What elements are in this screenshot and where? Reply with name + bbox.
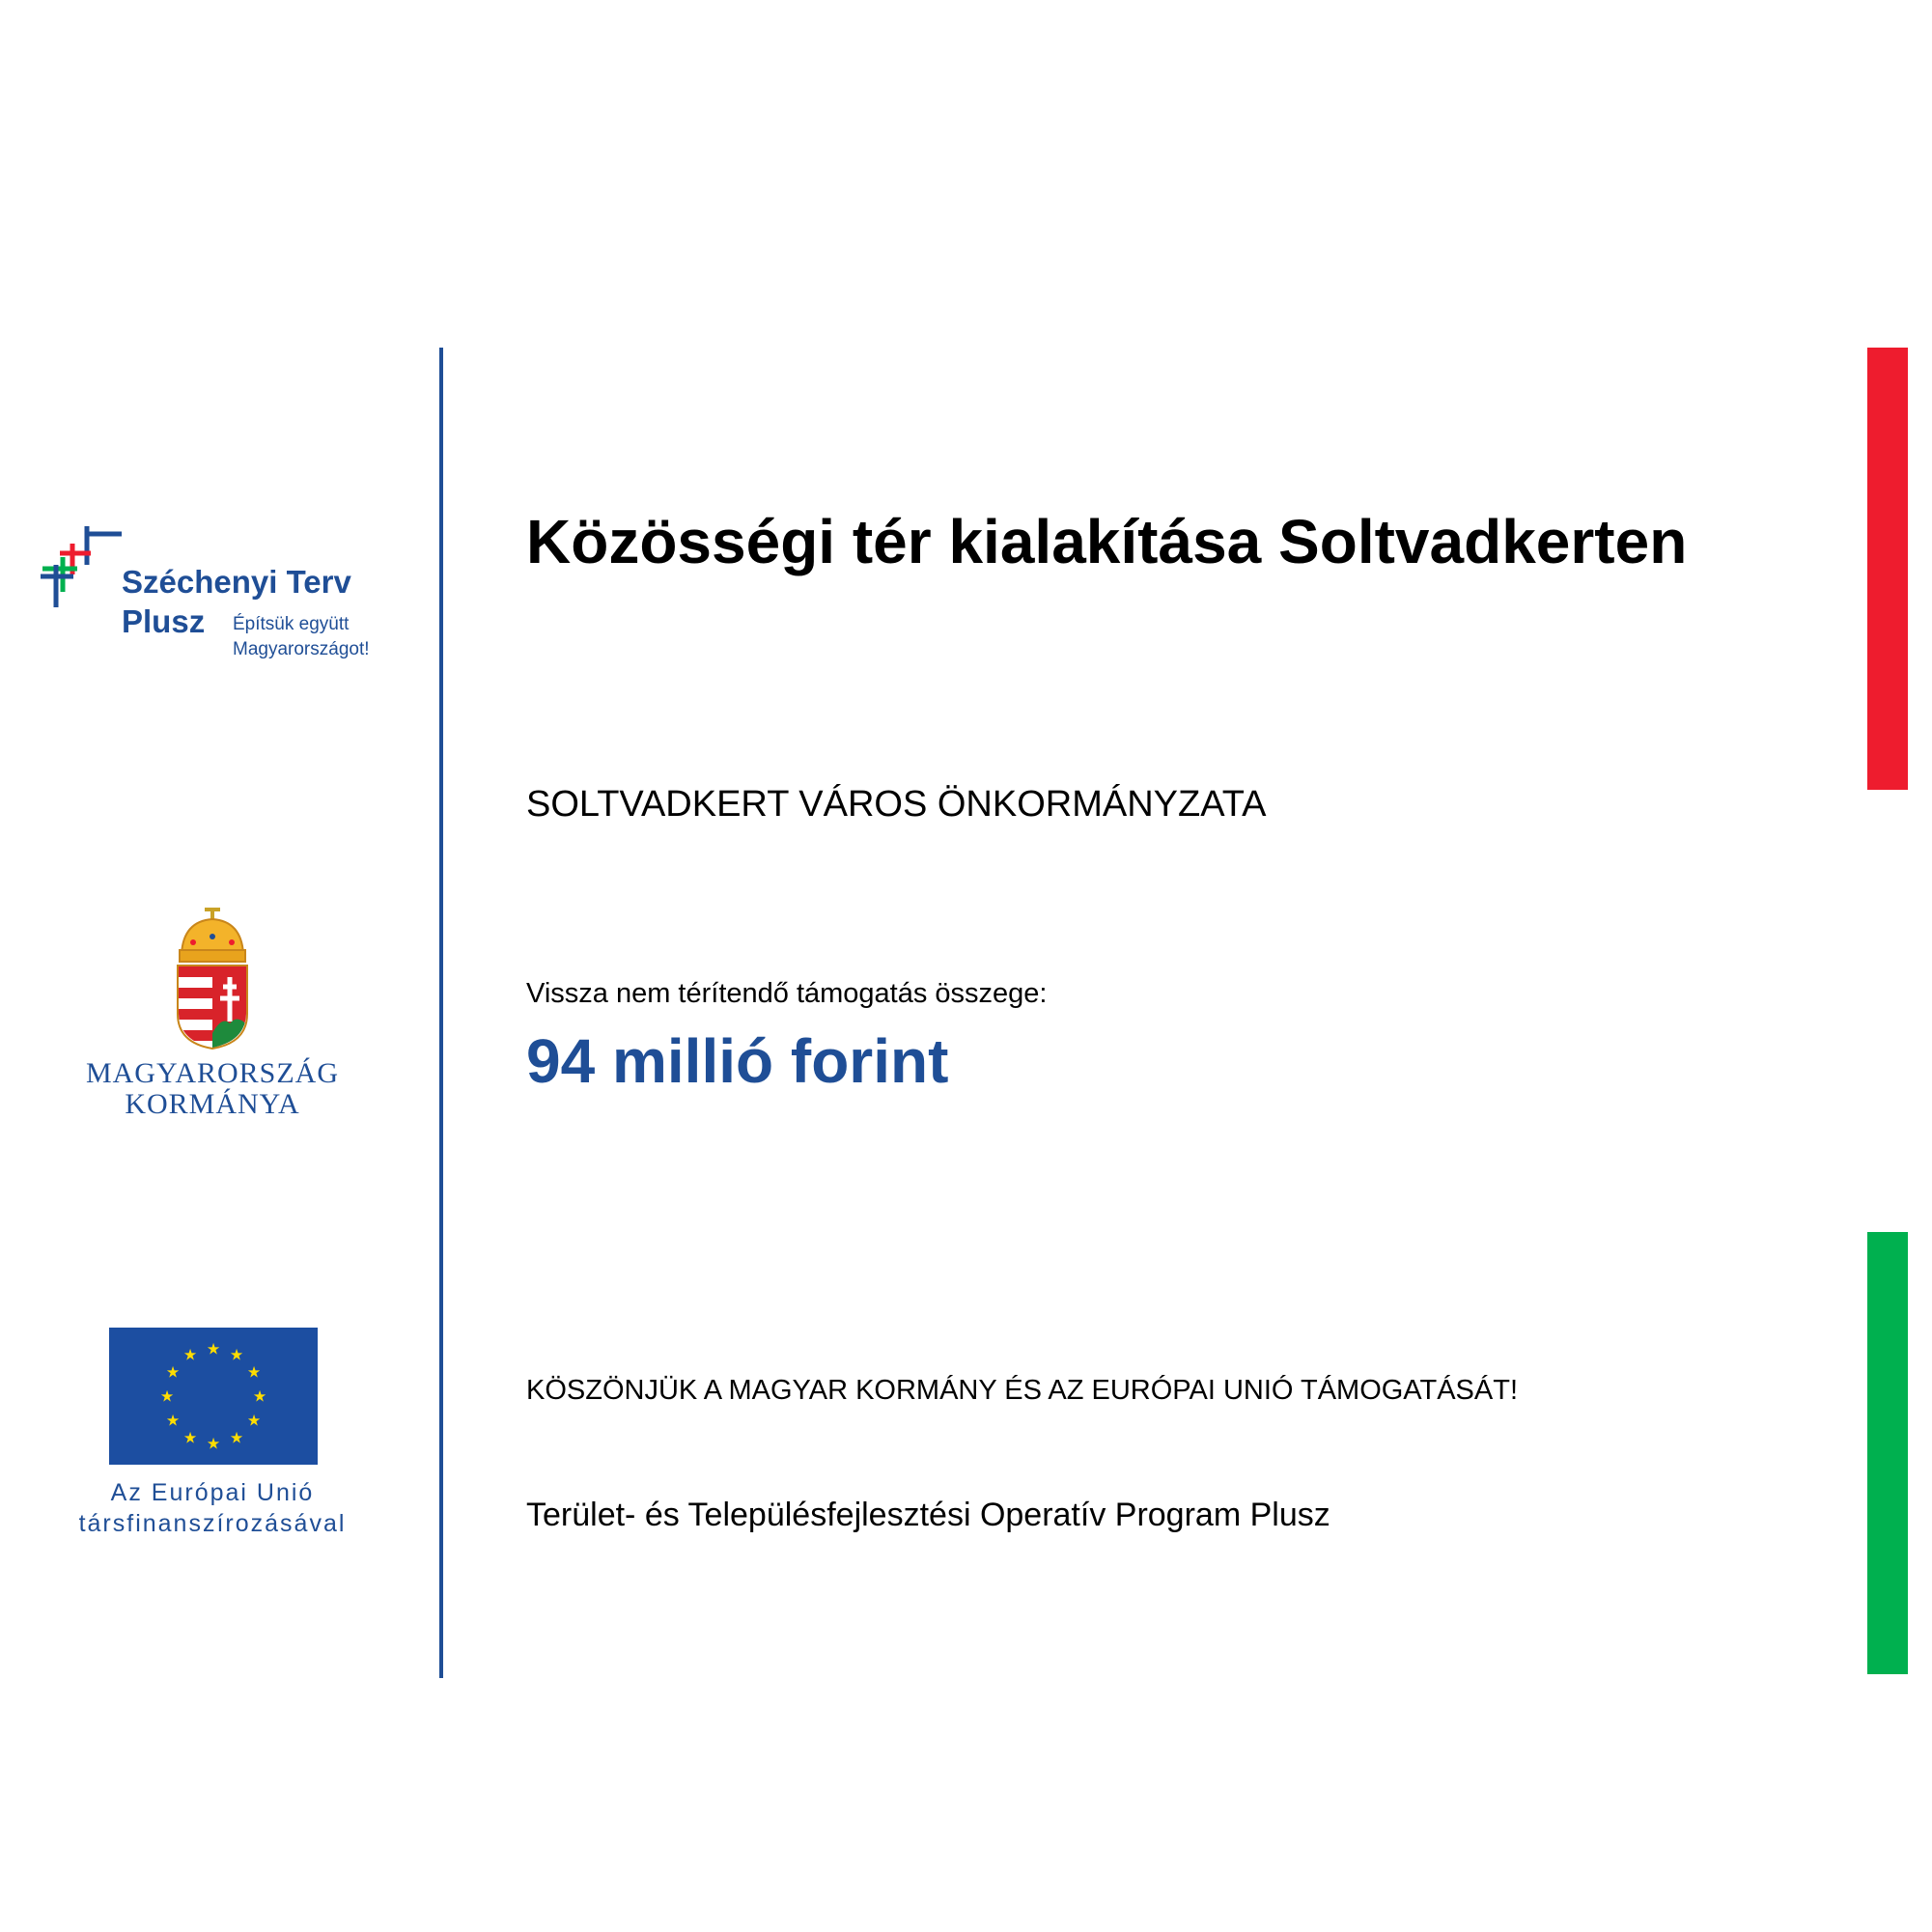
grant-amount: 94 millió forint <box>526 1026 949 1096</box>
szechenyi-logo-line2: Plusz <box>122 603 206 639</box>
svg-text:★: ★ <box>165 1411 181 1430</box>
svg-text:★: ★ <box>206 1339 221 1358</box>
svg-text:★: ★ <box>182 1428 198 1447</box>
svg-text:★: ★ <box>246 1362 262 1382</box>
svg-text:★: ★ <box>246 1411 262 1430</box>
eu-logo-line1: Az Európai Unió <box>110 1479 315 1506</box>
green-stripe <box>1867 1232 1908 1674</box>
szechenyi-terv-logo <box>39 521 406 666</box>
eu-stars <box>109 1328 318 1465</box>
eu-logo-line2: társfinanszírozásával <box>78 1510 347 1537</box>
eu-logo-text <box>48 1477 377 1539</box>
szechenyi-slogan-line2: Magyarországot! <box>233 639 370 659</box>
svg-text:★: ★ <box>159 1386 175 1406</box>
szechenyi-cross-icon <box>39 526 126 613</box>
vertical-divider <box>439 348 443 1678</box>
beneficiary-name: SOLTVADKERT VÁROS ÖNKORMÁNYZATA <box>526 784 1267 825</box>
project-title: Közösségi tér kialakítása Soltvadkerten <box>526 507 1688 576</box>
svg-text:★: ★ <box>229 1428 244 1447</box>
svg-text:★: ★ <box>165 1362 181 1382</box>
government-logo-line2: KORMÁNYA <box>125 1088 300 1120</box>
svg-text:★: ★ <box>252 1386 267 1406</box>
hungarian-coat-of-arms-icon <box>174 908 251 1052</box>
szechenyi-logo-line1: Széchenyi Terv <box>122 564 351 600</box>
svg-text:★: ★ <box>182 1345 198 1364</box>
government-logo-text <box>58 1058 367 1120</box>
program-name: Terület- és Településfejlesztési Operatív Program Plusz <box>526 1497 1330 1533</box>
szechenyi-slogan-line1: Építsük együtt <box>233 614 350 634</box>
svg-text:★: ★ <box>229 1345 244 1364</box>
svg-text:★: ★ <box>206 1434 221 1453</box>
red-stripe <box>1867 348 1908 790</box>
thanks-text: KÖSZÖNJÜK A MAGYAR KORMÁNY ÉS AZ EURÓPAI UNIÓ TÁMOGATÁSÁT! <box>526 1375 1519 1406</box>
government-logo-line1: MAGYARORSZÁG <box>85 1057 340 1089</box>
eu-flag-icon <box>109 1328 318 1465</box>
grant-amount-label: Vissza nem térítendő támogatás összege: <box>526 978 1048 1009</box>
